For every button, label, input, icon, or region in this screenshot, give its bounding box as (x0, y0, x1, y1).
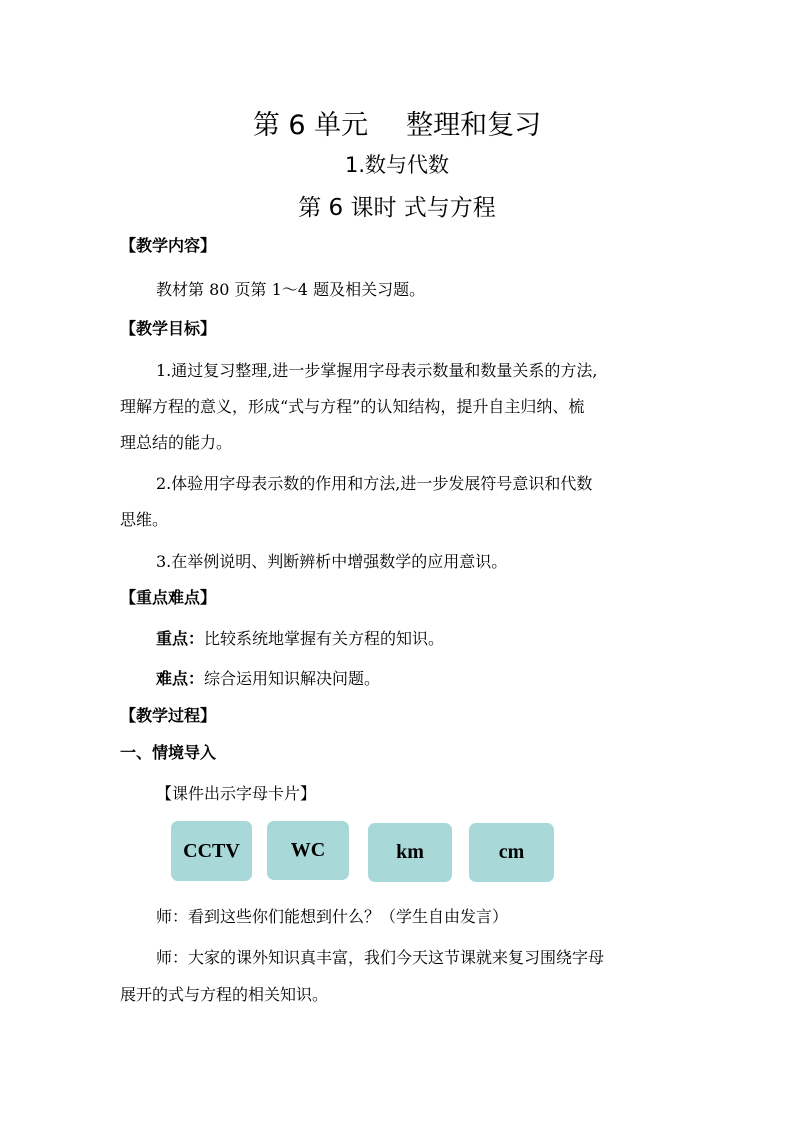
letter-card-km: km (368, 823, 452, 882)
letter-card-wc: WC (267, 821, 349, 880)
unit-title (0, 103, 794, 142)
step1-heading: 一、情境导入 (120, 743, 217, 762)
goal3-text: 3.在举例说明、判断辨析中增强数学的应用意识。 (156, 552, 508, 571)
difficulty-label: 难点： (156, 669, 205, 688)
letter-card-cm: cm (469, 823, 554, 882)
key-point (156, 627, 444, 651)
letter-card-cctv: CCTV (171, 821, 252, 881)
difficulty-text: 综合运用知识解决问题。 (204, 669, 381, 688)
goal1-line1: 1.通过复习整理,进一步掌握用字母表示数量和数量关系的方法, (156, 361, 598, 380)
key-text: 比较系统地掌握有关方程的知识。 (204, 629, 445, 648)
content-text: 教材第 80 页第 1～4 题及相关习题。 (156, 280, 426, 299)
unit-name: 整理和复习 (406, 110, 542, 141)
teacher-speech-line1: 师：大家的课外知识真丰富，我们今天这节课就来复习围绕字母 (156, 948, 605, 967)
goal2-line2: 思维。 (120, 510, 169, 529)
content-heading: 【教学内容】 (120, 236, 217, 255)
goal-heading: 【教学目标】 (120, 319, 217, 338)
key-label: 重点： (156, 629, 205, 648)
key-heading: 【重点难点】 (120, 588, 217, 607)
teacher-speech-line2: 展开的式与方程的相关知识。 (120, 985, 329, 1004)
lesson-title: 第 6 课时 式与方程 (298, 195, 496, 221)
difficulty-point (156, 667, 380, 691)
process-heading: 【教学过程】 (120, 706, 217, 725)
section-title: 1.数与代数 (344, 153, 450, 177)
teacher-question: 师：看到这些你们能想到什么？（学生自由发言） (156, 907, 509, 926)
goal2-line1: 2.体验用字母表示数的作用和方法,进一步发展符号意识和代数 (156, 474, 593, 493)
courseware-note: 【课件出示字母卡片】 (156, 784, 317, 803)
unit-number: 第 6 单元 (252, 110, 369, 141)
goal1-line2: 理解方程的意义，形成“式与方程”的认知结构，提升自主归纳、梳 (120, 397, 585, 416)
goal1-line3: 理总结的能力。 (120, 433, 233, 452)
